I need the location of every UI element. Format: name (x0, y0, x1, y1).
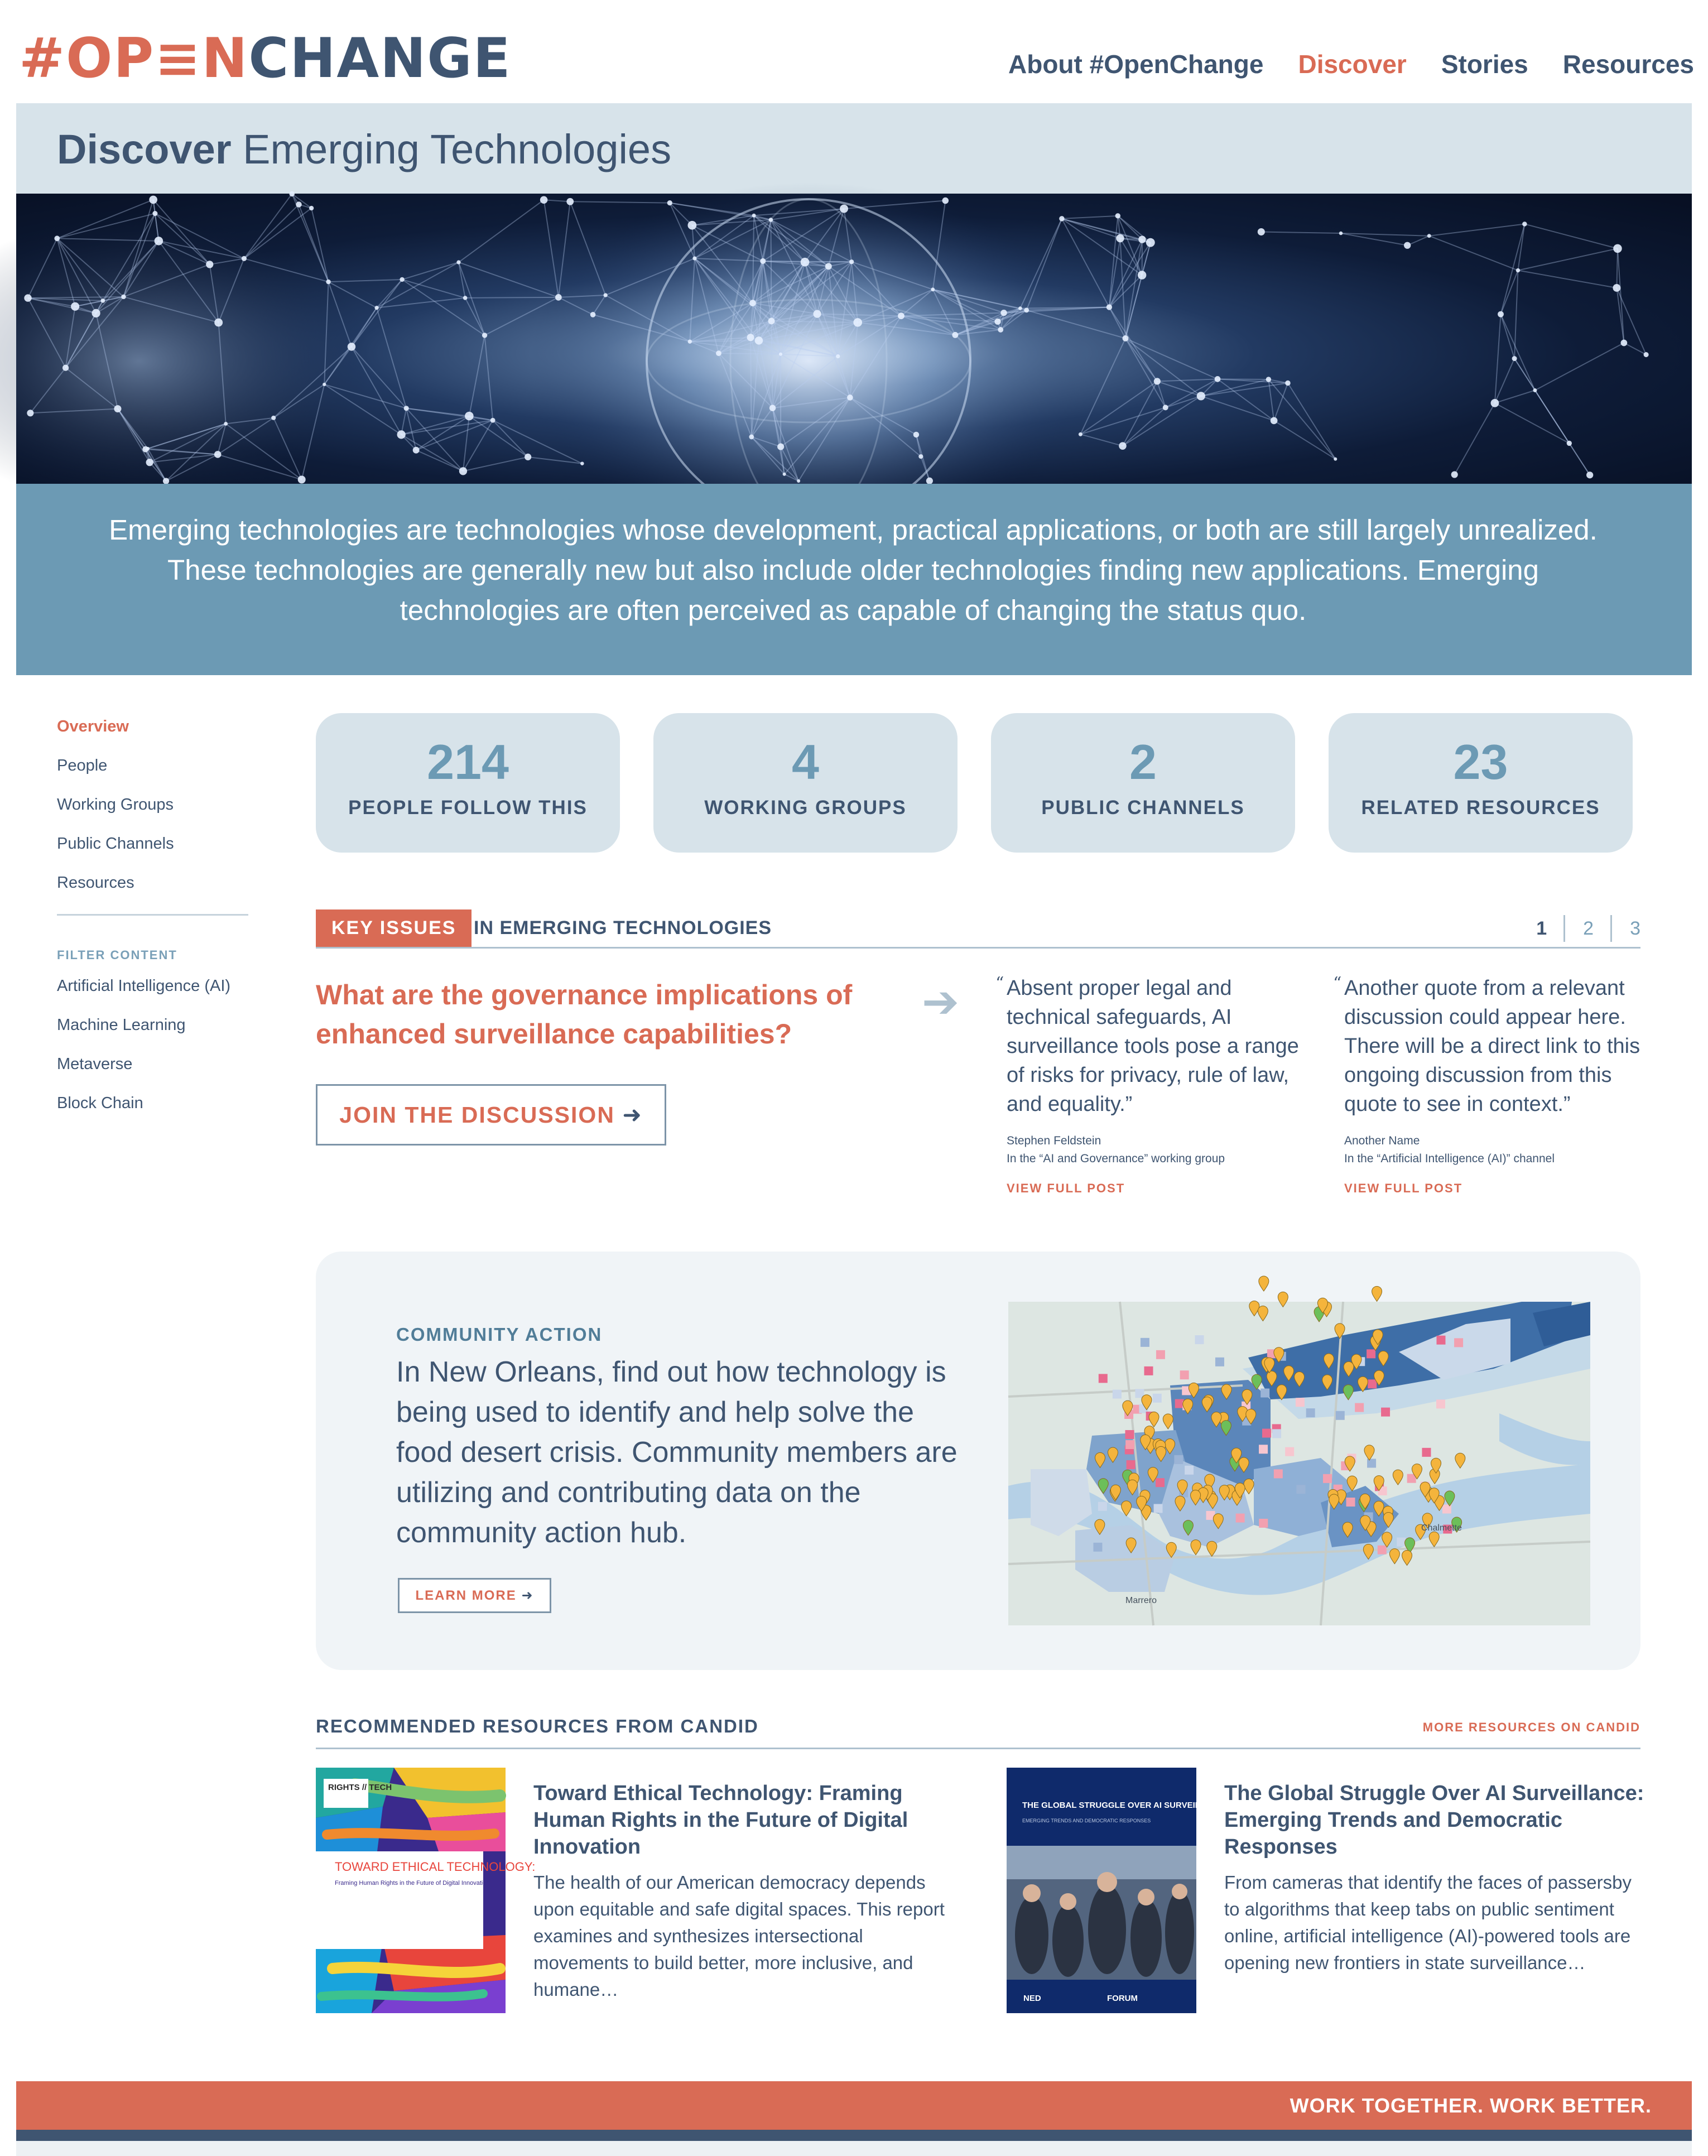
new-orleans-map[interactable] (1008, 1302, 1590, 1625)
quote-attribution (1007, 1132, 1308, 1168)
stat-card-public-channels[interactable] (991, 713, 1295, 853)
intro-band (16, 484, 1692, 675)
stat-value: 23 (1453, 734, 1508, 790)
resource-card-1[interactable] (316, 1768, 974, 2013)
cover-logo-forum: FORUM (1107, 1994, 1138, 2003)
nav-stories[interactable]: Stories (1441, 50, 1528, 79)
site-header (0, 0, 1708, 103)
cover-brand: RIGHTS // TECH (328, 1783, 392, 1792)
quote-text: Absent proper legal and technical safeguards, AI surveillance tools pose a range of risks for privacy, rule of law, and equality.” (1007, 976, 1299, 1116)
page-1[interactable]: 1 (1536, 918, 1547, 939)
food-desert-map-illustration (1008, 1302, 1590, 1625)
map-label-chalmette: Chalmette (1421, 1523, 1462, 1533)
arrow-right-icon: ➜ (521, 1587, 534, 1603)
recommended-header (316, 1716, 1640, 1749)
logo-text-e: ≡ (155, 27, 202, 90)
learn-more-button[interactable] (398, 1578, 551, 1613)
stat-value: 214 (427, 734, 509, 790)
stat-card-people[interactable] (316, 713, 620, 853)
arrow-right-icon: ➔ (922, 976, 960, 1028)
page-title (57, 126, 671, 173)
join-discussion-button[interactable] (316, 1084, 666, 1146)
join-discussion-label: JOIN THE DISCUSSION (339, 1102, 615, 1128)
sidebar-item-resources[interactable]: Resources (57, 874, 134, 892)
stat-value: 4 (792, 734, 819, 790)
cover-subtitle: Framing Human Rights in the Future of Digital Innovation (335, 1880, 490, 1887)
arrow-right-icon: ➜ (622, 1101, 643, 1128)
key-issues-subtitle: IN EMERGING TECHNOLOGIES (474, 917, 772, 939)
sidebar-item-working-groups[interactable]: Working Groups (57, 796, 174, 814)
page-title-rest: Emerging Technologies (231, 126, 672, 172)
quote-attribution (1344, 1132, 1646, 1168)
footer-divider (16, 2130, 1692, 2141)
quote-card-2 (1333, 974, 1646, 1196)
cover-title: TOWARD ETHICAL TECHNOLOGY: (335, 1860, 536, 1874)
stat-value: 2 (1129, 734, 1157, 790)
filter-machine-learning[interactable]: Machine Learning (57, 1016, 186, 1034)
key-issue-question: What are the governance implications of enhanced surveillance capabilities? (316, 979, 853, 1050)
open-quote-icon: “ (1333, 974, 1342, 993)
cover-logo-ned: NED (1023, 1994, 1041, 2003)
sidebar (57, 714, 249, 1130)
quote-text: Another quote from a relevant discussion could appear here. There will be a direct link to this ongoing discussion from this quote to see in context.” (1344, 976, 1640, 1116)
quote-card-1 (995, 974, 1308, 1196)
view-full-post-link[interactable]: VIEW FULL POST (1344, 1181, 1463, 1195)
main-nav (1008, 49, 1694, 79)
site-logo[interactable] (19, 28, 512, 89)
quote-source: In the “AI and Governance” working group (1007, 1152, 1225, 1165)
community-action-heading: COMMUNITY ACTION (396, 1324, 603, 1345)
stat-label: WORKING GROUPS (704, 797, 907, 819)
footer-tagline: WORK TOGETHER. WORK BETTER. (1290, 2094, 1652, 2117)
cover-title: THE GLOBAL STRUGGLE OVER AI SURVEILLANCE (1022, 1801, 1229, 1810)
sidebar-item-public-channels[interactable]: Public Channels (57, 835, 174, 853)
page-3[interactable]: 3 (1610, 915, 1640, 942)
open-quote-icon: “ (995, 974, 1004, 993)
stat-label: RELATED RESOURCES (1361, 797, 1600, 819)
footer-bottom (16, 2141, 1692, 2156)
stats-row (316, 713, 1633, 853)
resource-description: From cameras that identify the faces of passersby to algorithms that keep tabs on public sentiment online, artificial intelligence (AI)-powered tools are opening new frontiers in state surveillance… (1224, 1872, 1632, 1973)
filter-heading: FILTER CONTENT (57, 948, 177, 962)
community-action-card (316, 1252, 1640, 1670)
resource-cover-ethical-tech (316, 1768, 536, 2013)
resource-cover-ai-surveillance (1007, 1768, 1229, 2013)
filter-metaverse[interactable]: Metaverse (57, 1055, 133, 1073)
quote-source: In the “Artificial Intelligence (AI)” channel (1344, 1152, 1555, 1165)
nav-resources[interactable]: Resources (1562, 50, 1694, 79)
footer-tagline-bar (16, 2081, 1692, 2130)
recommended-title: RECOMMENDED RESOURCES FROM CANDID (316, 1716, 759, 1736)
logo-text-change: CHANGE (248, 27, 512, 90)
stat-card-related-resources[interactable] (1329, 713, 1633, 853)
sidebar-item-overview[interactable]: Overview (57, 718, 129, 735)
resource-description: The health of our American democracy depends upon equitable and safe digital spaces. This report examines and synthesizes intersectional movements to build better, more inclusive, and humane… (533, 1872, 945, 2000)
hero-image-network-globe (16, 194, 1692, 484)
resource-title[interactable]: The Global Struggle Over AI Surveillance: Emerging Trends and Democratic Responses (1224, 1782, 1644, 1859)
view-full-post-link[interactable]: VIEW FULL POST (1007, 1181, 1125, 1195)
sidebar-divider (57, 914, 248, 916)
key-issues-header (316, 909, 1640, 949)
key-issues-pagination (1536, 915, 1640, 942)
sidebar-item-people[interactable]: People (57, 757, 108, 774)
filter-block-chain[interactable]: Block Chain (57, 1094, 143, 1112)
cover-subtitle: EMERGING TRENDS AND DEMOCRATIC RESPONSES (1022, 1818, 1151, 1823)
learn-more-label: LEARN MORE (415, 1588, 517, 1603)
intro-text: Emerging technologies are technologies whose development, practical applications, or both are still largely unrealized. These technologies are generally new but also include older technologies finding new applications. Emerging technologies are often perceived as capable of changing the status quo. (109, 514, 1598, 626)
more-resources-link[interactable]: MORE RESOURCES ON CANDID (1422, 1720, 1640, 1734)
page-title-band (16, 103, 1692, 194)
quote-author: Stephen Feldstein (1007, 1134, 1101, 1147)
map-label-marrero: Marrero (1125, 1596, 1157, 1605)
stat-card-working-groups[interactable] (653, 713, 958, 853)
quote-author: Another Name (1344, 1134, 1420, 1147)
page-2[interactable]: 2 (1563, 915, 1594, 942)
resource-title[interactable]: Toward Ethical Technology: Framing Human Rights in the Future of Digital Innovation (533, 1782, 908, 1859)
page-title-bold: Discover (57, 126, 232, 172)
nav-discover[interactable]: Discover (1298, 50, 1407, 79)
stat-label: PUBLIC CHANNELS (1041, 797, 1245, 819)
stat-label: PEOPLE FOLLOW THIS (348, 797, 588, 819)
filter-ai[interactable]: Artificial Intelligence (AI) (57, 977, 231, 995)
key-issues-badge: KEY ISSUES (316, 909, 471, 947)
network-globe-illustration (16, 194, 1692, 484)
logo-text-open: #OP (19, 27, 155, 90)
logo-text-n: N (201, 27, 249, 90)
resource-card-2[interactable] (1007, 1768, 1665, 2013)
nav-about[interactable]: About #OpenChange (1008, 50, 1264, 79)
community-action-text: In New Orleans, find out how technology is being used to identify and help solve the food desert crisis. Community members are utilizing and contributing data on the community action hub. (396, 1356, 958, 1549)
